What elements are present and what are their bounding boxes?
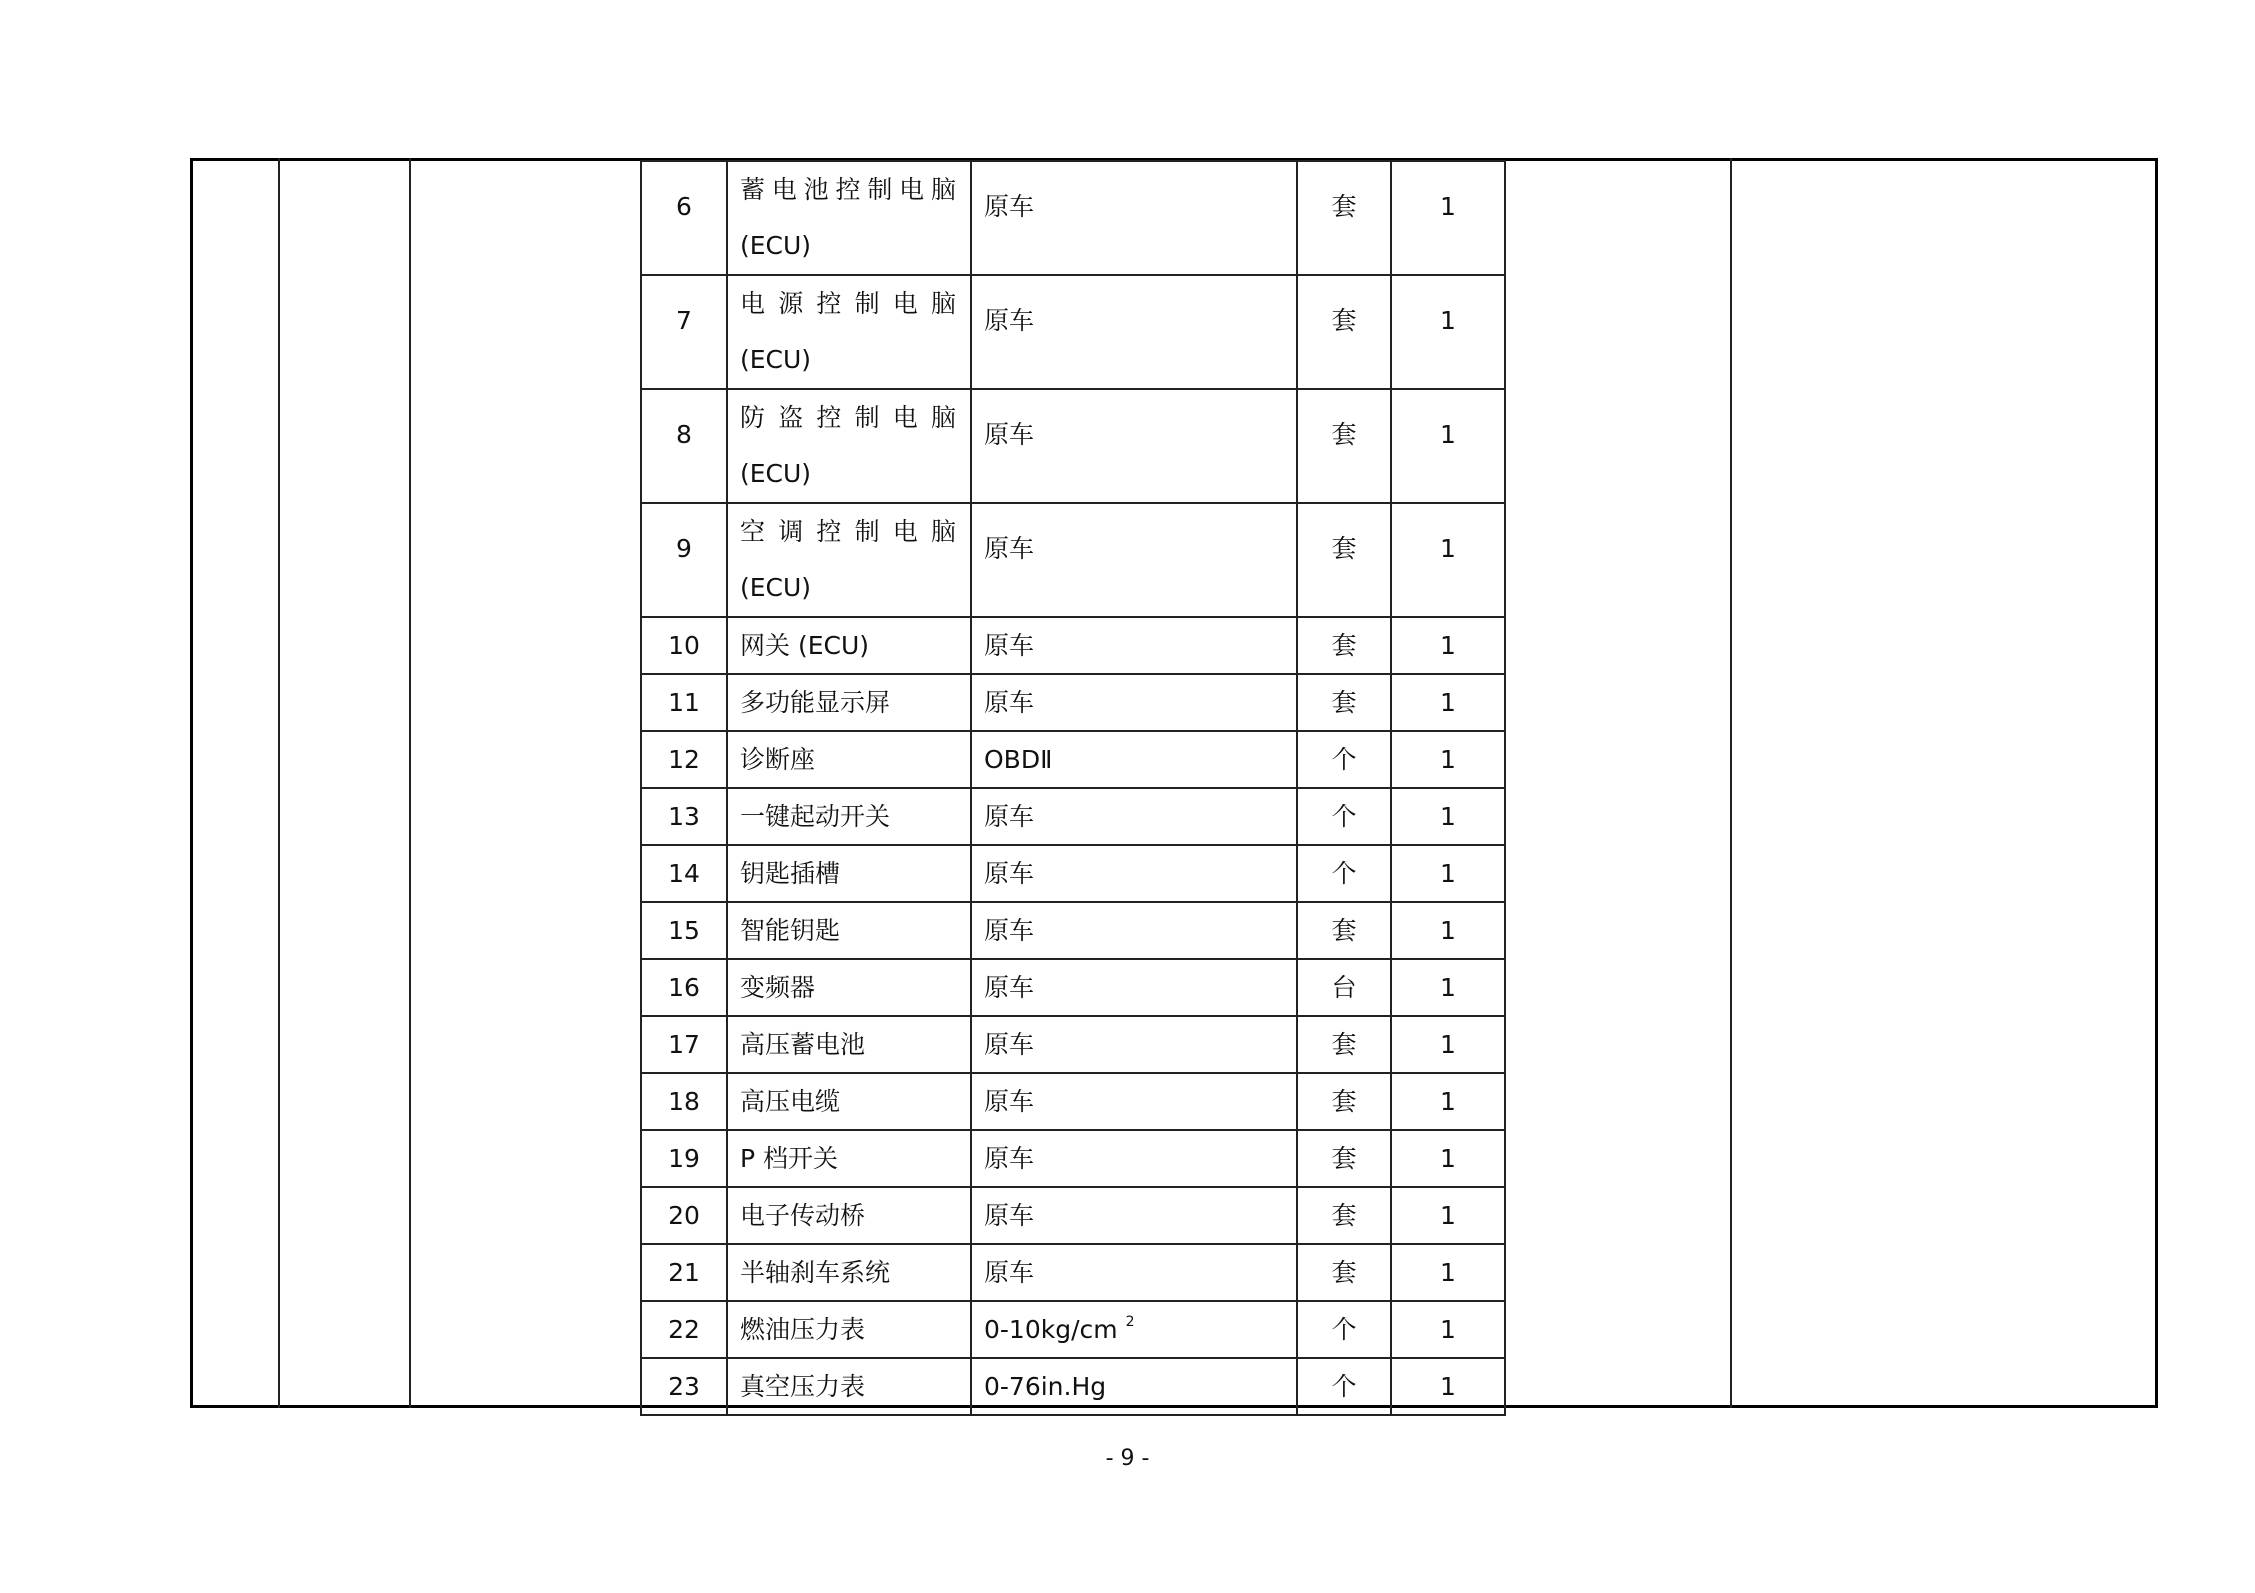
item-name: 钥匙插槽 bbox=[727, 845, 971, 902]
item-unit: 套 bbox=[1297, 1130, 1391, 1187]
table-row bbox=[641, 1016, 1505, 1073]
item-unit: 个 bbox=[1297, 1301, 1391, 1358]
table-row bbox=[641, 788, 1505, 845]
item-name: 蓄电池控制电脑 (ECU) bbox=[727, 161, 971, 275]
table-row bbox=[641, 161, 1505, 275]
table-row bbox=[641, 1358, 1505, 1415]
item-name: 电子传动桥 bbox=[727, 1187, 971, 1244]
item-unit: 套 bbox=[1297, 674, 1391, 731]
row-number: 14 bbox=[641, 845, 727, 902]
row-number: 20 bbox=[641, 1187, 727, 1244]
item-unit: 套 bbox=[1297, 617, 1391, 674]
table-row bbox=[641, 845, 1505, 902]
item-unit: 个 bbox=[1297, 788, 1391, 845]
table-row bbox=[641, 902, 1505, 959]
item-spec: 原车 bbox=[971, 1187, 1297, 1244]
table-row bbox=[641, 1073, 1505, 1130]
item-name: 防盗控制电脑 (ECU) bbox=[727, 389, 971, 503]
row-number: 13 bbox=[641, 788, 727, 845]
table-row bbox=[641, 1187, 1505, 1244]
item-name: 半轴刹车系统 bbox=[727, 1244, 971, 1301]
item-spec: 原车 bbox=[971, 788, 1297, 845]
item-unit: 个 bbox=[1297, 1358, 1391, 1415]
equipment-table bbox=[640, 160, 1506, 1416]
item-name: 空调控制电脑 (ECU) bbox=[727, 503, 971, 617]
page-number: - 9 - bbox=[1105, 1446, 1150, 1471]
item-quantity: 1 bbox=[1391, 1244, 1505, 1301]
item-name: 一键起动开关 bbox=[727, 788, 971, 845]
item-spec: 原车 bbox=[971, 1130, 1297, 1187]
table-row bbox=[641, 1130, 1505, 1187]
item-quantity: 1 bbox=[1391, 788, 1505, 845]
item-name: 智能钥匙 bbox=[727, 902, 971, 959]
item-spec: 原车 bbox=[971, 674, 1297, 731]
table-row bbox=[641, 674, 1505, 731]
item-unit: 套 bbox=[1297, 1244, 1391, 1301]
row-number: 15 bbox=[641, 902, 727, 959]
table-row bbox=[641, 959, 1505, 1016]
item-spec: 原车 bbox=[971, 275, 1297, 389]
item-name: 变频器 bbox=[727, 959, 971, 1016]
item-unit: 个 bbox=[1297, 731, 1391, 788]
item-unit: 套 bbox=[1297, 902, 1391, 959]
item-quantity: 1 bbox=[1391, 959, 1505, 1016]
item-quantity: 1 bbox=[1391, 1130, 1505, 1187]
item-quantity: 1 bbox=[1391, 1301, 1505, 1358]
row-number: 21 bbox=[641, 1244, 727, 1301]
item-spec: 原车 bbox=[971, 959, 1297, 1016]
row-number: 22 bbox=[641, 1301, 727, 1358]
item-spec: 原车 bbox=[971, 503, 1297, 617]
item-unit: 个 bbox=[1297, 845, 1391, 902]
row-number: 7 bbox=[641, 275, 727, 389]
row-number: 18 bbox=[641, 1073, 727, 1130]
item-name: 诊断座 bbox=[727, 731, 971, 788]
item-name: 真空压力表 bbox=[727, 1358, 971, 1415]
item-quantity: 1 bbox=[1391, 674, 1505, 731]
superscript: 2 bbox=[1125, 1314, 1135, 1330]
item-quantity: 1 bbox=[1391, 1073, 1505, 1130]
item-spec: 原车 bbox=[971, 1016, 1297, 1073]
row-number: 16 bbox=[641, 959, 727, 1016]
outer-column-divider bbox=[1730, 158, 1732, 1408]
item-quantity: 1 bbox=[1391, 389, 1505, 503]
table-row bbox=[641, 731, 1505, 788]
item-spec: 原车 bbox=[971, 1073, 1297, 1130]
item-quantity: 1 bbox=[1391, 1016, 1505, 1073]
row-number: 10 bbox=[641, 617, 727, 674]
table-row bbox=[641, 275, 1505, 389]
item-unit: 套 bbox=[1297, 503, 1391, 617]
item-quantity: 1 bbox=[1391, 617, 1505, 674]
row-number: 23 bbox=[641, 1358, 727, 1415]
item-spec: 原车 bbox=[971, 902, 1297, 959]
item-unit: 套 bbox=[1297, 1016, 1391, 1073]
outer-column-divider bbox=[409, 158, 411, 1408]
item-unit: 套 bbox=[1297, 275, 1391, 389]
item-spec: 0-76in.Hg bbox=[971, 1358, 1297, 1415]
row-number: 8 bbox=[641, 389, 727, 503]
item-name: 高压电缆 bbox=[727, 1073, 971, 1130]
item-name: 高压蓄电池 bbox=[727, 1016, 971, 1073]
table-row bbox=[641, 1301, 1505, 1358]
table-row bbox=[641, 617, 1505, 674]
item-spec: 原车 bbox=[971, 389, 1297, 503]
item-unit: 台 bbox=[1297, 959, 1391, 1016]
row-number: 6 bbox=[641, 161, 727, 275]
row-number: 11 bbox=[641, 674, 727, 731]
item-spec: 0-10kg/cm $^2$ bbox=[971, 1301, 1297, 1358]
row-number: 12 bbox=[641, 731, 727, 788]
item-quantity: 1 bbox=[1391, 1187, 1505, 1244]
item-name: P 档开关 bbox=[727, 1130, 971, 1187]
table-row bbox=[641, 389, 1505, 503]
item-spec: 原车 bbox=[971, 845, 1297, 902]
item-quantity: 1 bbox=[1391, 503, 1505, 617]
item-quantity: 1 bbox=[1391, 161, 1505, 275]
row-number: 17 bbox=[641, 1016, 727, 1073]
item-unit: 套 bbox=[1297, 1187, 1391, 1244]
item-name: 网关 (ECU) bbox=[727, 617, 971, 674]
item-quantity: 1 bbox=[1391, 731, 1505, 788]
item-unit: 套 bbox=[1297, 161, 1391, 275]
item-quantity: 1 bbox=[1391, 1358, 1505, 1415]
table-row bbox=[641, 503, 1505, 617]
item-unit: 套 bbox=[1297, 389, 1391, 503]
item-spec: OBDⅡ bbox=[971, 731, 1297, 788]
outer-column-divider bbox=[278, 158, 280, 1408]
item-quantity: 1 bbox=[1391, 845, 1505, 902]
item-name: 电源控制电脑 (ECU) bbox=[727, 275, 971, 389]
item-quantity: 1 bbox=[1391, 275, 1505, 389]
row-number: 9 bbox=[641, 503, 727, 617]
item-name: 燃油压力表 bbox=[727, 1301, 971, 1358]
row-number: 19 bbox=[641, 1130, 727, 1187]
item-unit: 套 bbox=[1297, 1073, 1391, 1130]
item-spec: 原车 bbox=[971, 617, 1297, 674]
item-quantity: 1 bbox=[1391, 902, 1505, 959]
item-spec: 原车 bbox=[971, 161, 1297, 275]
table-row bbox=[641, 1244, 1505, 1301]
item-name: 多功能显示屏 bbox=[727, 674, 971, 731]
item-spec: 原车 bbox=[971, 1244, 1297, 1301]
